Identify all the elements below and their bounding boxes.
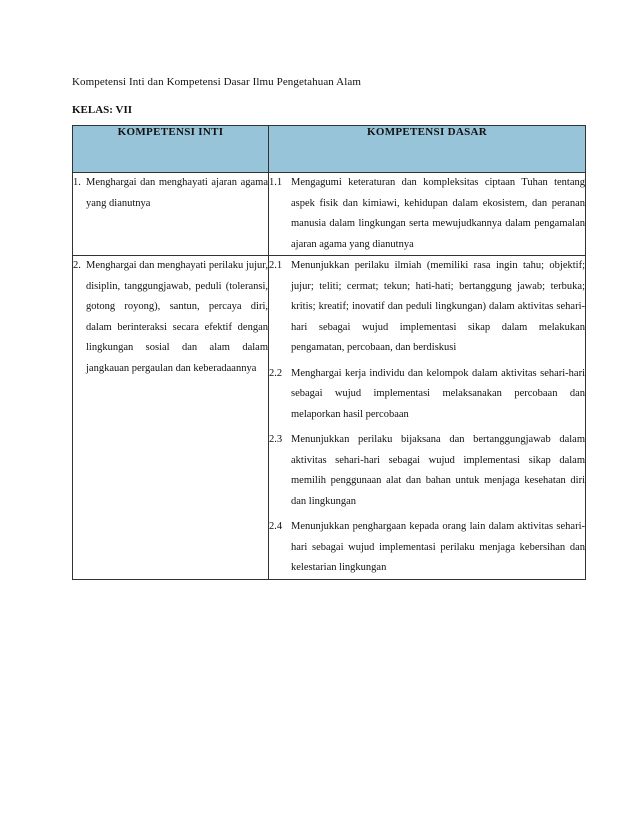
kd-cell — [269, 173, 586, 256]
kd-item — [269, 430, 585, 512]
ki-number: 2. — [73, 260, 81, 271]
kd-number: 2.1 — [269, 260, 283, 271]
competency-table — [72, 125, 586, 580]
ki-cell — [73, 256, 269, 580]
kd-item — [269, 517, 585, 579]
kd-cell — [269, 256, 586, 580]
ki-text: Menghargai dan menghayati perilaku jujur, disiplin, tanggungjawab, peduli (toleransi, gotong royong), santun, percaya diri, dalam berinteraksi secara efektif dengan lingkungan sosial dan alam dalam jangkauan pergaulan dan keberadaannya — [86, 260, 268, 374]
ki-item — [73, 256, 268, 379]
kd-item — [269, 364, 585, 426]
kd-number: 2.2 — [269, 367, 283, 379]
kd-text: Menunjukkan perilaku ilmiah (memiliki rasa ingin tahu; objektif; jujur; teliti; cermat; tekun; hati-hati; bertanggung jawab; terbuka; kritis; kreatif; inovatif dan peduli lingkungan) dalam aktivitas sehari-hari sebagai wujud implementasi sikap dalam melakukan pengamatan, percobaan, dan berdiskusi — [291, 260, 585, 353]
ki-item — [73, 173, 268, 214]
kd-item — [269, 173, 585, 255]
document-title: Kompetensi Inti dan Kompetensi Dasar Ilmu Pengetahuan Alam — [72, 76, 361, 88]
ki-number: 1. — [73, 177, 81, 188]
kd-text: Mengagumi keteraturan dan kompleksitas ciptaan Tuhan tentang aspek fisik dan kimiawi, kehidupan dalam ekosistem, dan peranan manusia dalam lingkungan serta mewujudkannya dalam pengamalan ajaran agama yang dianutnya — [291, 177, 585, 250]
table-row — [73, 173, 586, 256]
class-label: KELAS: VII — [72, 104, 133, 116]
kd-text: Menghargai kerja individu dan kelompok dalam aktivitas sehari-hari sebagai wujud implementasi melaksanakan percobaan dan melaporkan hasil percobaan — [291, 367, 585, 420]
ki-cell — [73, 173, 269, 256]
header-kompetensi-dasar: KOMPETENSI DASAR — [269, 126, 586, 173]
kd-text: Menunjukkan perilaku bijaksana dan bertanggungjawab dalam aktivitas sehari-hari sebagai wujud implementasi sikap dalam memilih penggunaan alat dan bahan untuk menjaga kesehatan diri dan lingkungan — [291, 434, 585, 507]
table-row — [73, 256, 586, 580]
header-kompetensi-inti: KOMPETENSI INTI — [73, 126, 269, 173]
kd-number: 2.4 — [269, 521, 283, 532]
kd-text: Menunjukkan penghargaan kepada orang lain dalam aktivitas sehari-hari sebagai wujud implementasi perilaku menjaga kebersihan dan kelestarian lingkungan — [291, 521, 585, 573]
kd-item — [269, 256, 585, 359]
kd-number: 1.1 — [269, 177, 283, 188]
ki-text: Menghargai dan menghayati ajaran agama yang dianutnya — [86, 177, 268, 209]
table-header-row — [73, 126, 586, 173]
kd-number: 2.3 — [269, 434, 283, 445]
